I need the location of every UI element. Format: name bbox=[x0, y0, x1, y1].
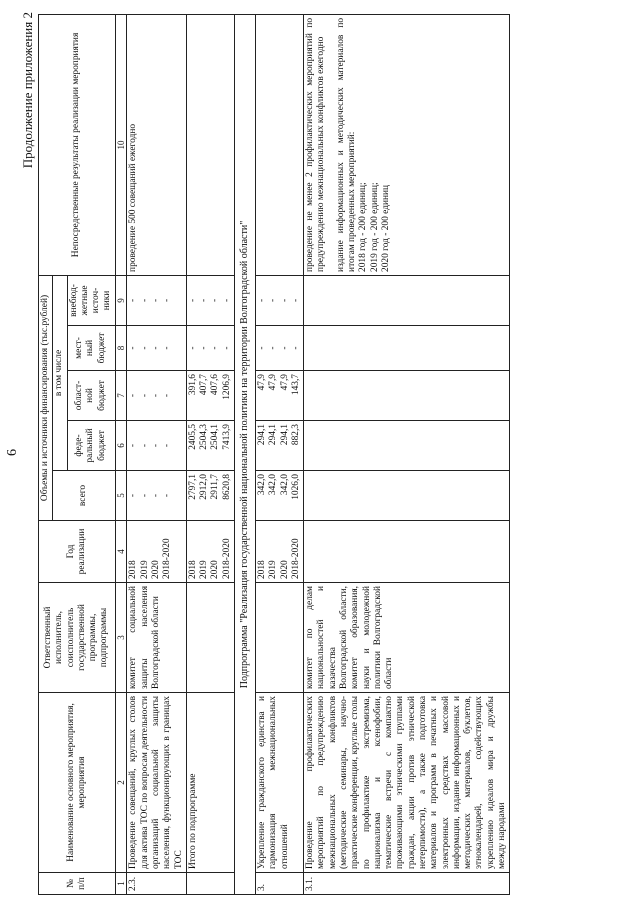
result-cell bbox=[256, 14, 304, 275]
amount: 294,1 bbox=[257, 424, 268, 446]
amount: 143,7 bbox=[290, 374, 301, 396]
amount: - bbox=[139, 443, 150, 448]
amount: - bbox=[187, 346, 198, 350]
col-num: 2 bbox=[115, 693, 127, 873]
amount: - bbox=[151, 493, 162, 498]
amount: - bbox=[279, 298, 290, 303]
row-number: 3. bbox=[256, 873, 304, 895]
amount: 47,9 bbox=[257, 374, 268, 391]
amount: - bbox=[199, 346, 210, 350]
result-line: 2018 год - 200 единиц; bbox=[358, 182, 369, 272]
extra-cell bbox=[304, 275, 510, 325]
amount: 2504,1 bbox=[210, 424, 221, 450]
year-value: 2019 bbox=[139, 560, 150, 579]
amount: - bbox=[257, 298, 268, 303]
year-value: 2019 bbox=[199, 560, 210, 579]
extra-cell bbox=[256, 275, 304, 325]
years-cell bbox=[186, 521, 234, 583]
executor-name bbox=[186, 583, 234, 693]
amount: - bbox=[268, 346, 279, 350]
header-row-1 bbox=[39, 14, 53, 894]
col-num: 5 bbox=[115, 471, 127, 521]
table-row bbox=[127, 14, 186, 894]
col-name-header: Наименование основного мероприятия, мероприятия bbox=[39, 693, 116, 873]
amount: - bbox=[187, 298, 198, 303]
amount: 294,1 bbox=[279, 424, 290, 446]
year-value: 2019 bbox=[268, 560, 279, 579]
amount: - bbox=[139, 298, 150, 303]
amount: 2797,1 bbox=[187, 474, 198, 500]
result-text: издание информационных и методических материалов по итогам проведенных мероприятий: bbox=[335, 17, 357, 272]
row-number: 3.1. bbox=[304, 873, 510, 895]
row-number bbox=[186, 873, 234, 895]
amount: - bbox=[221, 346, 232, 350]
amount: - bbox=[128, 298, 139, 303]
col-num: 1 bbox=[115, 873, 127, 895]
year-value: 2018-2020 bbox=[162, 538, 173, 579]
amount: - bbox=[128, 393, 139, 398]
result-cell bbox=[304, 14, 510, 275]
regional-cell bbox=[304, 371, 510, 421]
amount: 47,9 bbox=[268, 374, 279, 391]
amount: - bbox=[162, 346, 173, 350]
amount: 1026,0 bbox=[290, 474, 301, 500]
subprogram-row bbox=[235, 14, 256, 894]
amount: - bbox=[199, 298, 210, 303]
col-total-header: всего bbox=[53, 471, 115, 521]
year-value: 2020 bbox=[279, 560, 290, 579]
amount: - bbox=[139, 346, 150, 350]
amount: 2911,7 bbox=[210, 474, 221, 500]
col-extra-header: внебюд-жетные источ-ники bbox=[67, 275, 115, 325]
extra-cell bbox=[127, 275, 186, 325]
years-cell bbox=[127, 521, 186, 583]
amount: - bbox=[257, 346, 268, 350]
total-label: Итого по подпрограмме bbox=[186, 693, 234, 873]
federal-cell bbox=[304, 421, 510, 471]
amount: - bbox=[279, 346, 290, 350]
amount: - bbox=[151, 346, 162, 350]
federal-cell bbox=[186, 421, 234, 471]
col-result-header: Непосредственные результаты реализации мероприятия bbox=[39, 14, 116, 275]
local-cell bbox=[127, 326, 186, 371]
amount: 294,1 bbox=[268, 424, 279, 446]
amount: - bbox=[221, 298, 232, 303]
year-value: 2018 bbox=[187, 560, 198, 579]
total-cell bbox=[186, 471, 234, 521]
years-cell bbox=[304, 521, 510, 583]
total-cell bbox=[127, 471, 186, 521]
col-num: 6 bbox=[115, 421, 127, 471]
col-funding-header: Объемы и источники финансирования (тыс.рублей) bbox=[39, 275, 53, 520]
result-line: 2019 год - 200 единиц; bbox=[369, 182, 380, 272]
local-cell bbox=[304, 326, 510, 371]
page-number: 6 bbox=[5, 449, 20, 456]
federal-cell bbox=[127, 421, 186, 471]
amount: 342,0 bbox=[279, 474, 290, 496]
amount: 2504,3 bbox=[199, 424, 210, 450]
result-cell bbox=[186, 14, 234, 275]
amount: - bbox=[210, 346, 221, 350]
total-cell bbox=[304, 471, 510, 521]
regional-cell bbox=[127, 371, 186, 421]
col-num: 7 bbox=[115, 371, 127, 421]
col-num: 3 bbox=[115, 583, 127, 693]
amount: 8620,8 bbox=[221, 474, 232, 500]
amount: - bbox=[162, 443, 173, 448]
table-row-total bbox=[186, 14, 234, 894]
measure-name: Проведение профилактических мероприятий по предупреждению межнациональных конфликтов (методические семинары, научно-практические конференции, круглые столы по профилактике экстремизма, национализма и ксенофобии, тематические встречи с компактно проживающими этническими группами граждан, акции против этнической нетерпимости), а также подготовка материалов и программ в печатных и электронных средствах массовой информации, издание информационных и методических материалов, буклетов, этнокалендарей, содействующих укреплению идеалов мира и дружбы между народами bbox=[304, 693, 510, 873]
col-num: 8 bbox=[115, 326, 127, 371]
regional-cell bbox=[256, 371, 304, 421]
col-num: 10 bbox=[115, 14, 127, 275]
year-value: 2018 bbox=[128, 560, 139, 579]
amount: - bbox=[290, 298, 301, 303]
col-year-header: Год реализации bbox=[39, 521, 116, 583]
federal-cell bbox=[256, 421, 304, 471]
amount: - bbox=[139, 493, 150, 498]
amount: - bbox=[128, 346, 139, 350]
col-incl-header: в том числе bbox=[53, 275, 67, 470]
year-value: 2020 bbox=[210, 560, 221, 579]
amount: - bbox=[268, 298, 279, 303]
year-value: 2018 bbox=[257, 560, 268, 579]
funding-table bbox=[38, 14, 510, 895]
amount: 1206,9 bbox=[221, 374, 232, 400]
year-value: 2020 bbox=[151, 560, 162, 579]
result-cell: проведение 500 совещаний ежегодно bbox=[127, 14, 186, 275]
amount: 882,3 bbox=[290, 424, 301, 446]
amount: - bbox=[162, 298, 173, 303]
years-cell bbox=[256, 521, 304, 583]
amount: - bbox=[151, 298, 162, 303]
table-row bbox=[304, 14, 510, 894]
local-cell bbox=[256, 326, 304, 371]
amount: - bbox=[162, 393, 173, 398]
amount: - bbox=[162, 493, 173, 498]
column-number-row bbox=[115, 14, 127, 894]
amount: 2912,0 bbox=[199, 474, 210, 500]
result-text: проведение не менее 2 профилактических мероприятий по предупреждению межнациональных конфликтов ежегодно bbox=[305, 17, 327, 272]
executor-name: комитет социальной защиты населения Волгоградской области bbox=[127, 583, 186, 693]
amount: - bbox=[128, 443, 139, 448]
amount: 407,7 bbox=[199, 374, 210, 396]
amount: 391,6 bbox=[187, 374, 198, 396]
table-row bbox=[256, 14, 304, 894]
amount: - bbox=[210, 298, 221, 303]
amount: - bbox=[151, 443, 162, 448]
local-cell bbox=[186, 326, 234, 371]
row-number: 2.3. bbox=[127, 873, 186, 895]
amount: 2405,5 bbox=[187, 424, 198, 450]
amount: 7413,9 bbox=[221, 424, 232, 450]
measure-name: Укрепление гражданского единства и гармонизация межнациональных отношений bbox=[256, 693, 304, 873]
year-value: 2018-2020 bbox=[221, 538, 232, 579]
col-no-header: № п/п bbox=[39, 873, 116, 895]
amount: - bbox=[139, 393, 150, 398]
amount: 47,9 bbox=[279, 374, 290, 391]
col-num: 9 bbox=[115, 275, 127, 325]
col-federal-header: феде-ральный бюджет bbox=[67, 421, 115, 471]
total-cell bbox=[256, 471, 304, 521]
col-local-header: мест-ный бюджет bbox=[67, 326, 115, 371]
result-line: 2020 год - 200 единиц bbox=[380, 184, 391, 272]
amount: - bbox=[151, 393, 162, 398]
executor-name: комитет по делам национальностей и казачества Волгоградской области, комитет образования, науки и молодежной политики Волгоградской области bbox=[304, 583, 510, 693]
amount: - bbox=[290, 346, 301, 350]
measure-name: Проведение совещаний, круглых столов для актива ТОС по вопросам деятельности организаций социальной защиты населения, функционирующих в границах ТОС bbox=[127, 693, 186, 873]
amount: 342,0 bbox=[268, 474, 279, 496]
year-value: 2018-2020 bbox=[290, 538, 301, 579]
col-executor-header: Ответственный исполнитель, соисполнитель государственной программы, подпрограммы bbox=[39, 583, 116, 693]
amount: - bbox=[128, 493, 139, 498]
col-regional-header: област-ной бюджет bbox=[67, 371, 115, 421]
continuation-label: Продолжение приложения 2 bbox=[20, 12, 35, 169]
amount: 407,6 bbox=[210, 374, 221, 396]
subprogram-title: Подпрограмма "Реализация государственной национальной политики на территории Волгоградской области" bbox=[235, 14, 256, 894]
amount: 342,0 bbox=[257, 474, 268, 496]
executor-name bbox=[256, 583, 304, 693]
col-num: 4 bbox=[115, 521, 127, 583]
extra-cell bbox=[186, 275, 234, 325]
regional-cell bbox=[186, 371, 234, 421]
